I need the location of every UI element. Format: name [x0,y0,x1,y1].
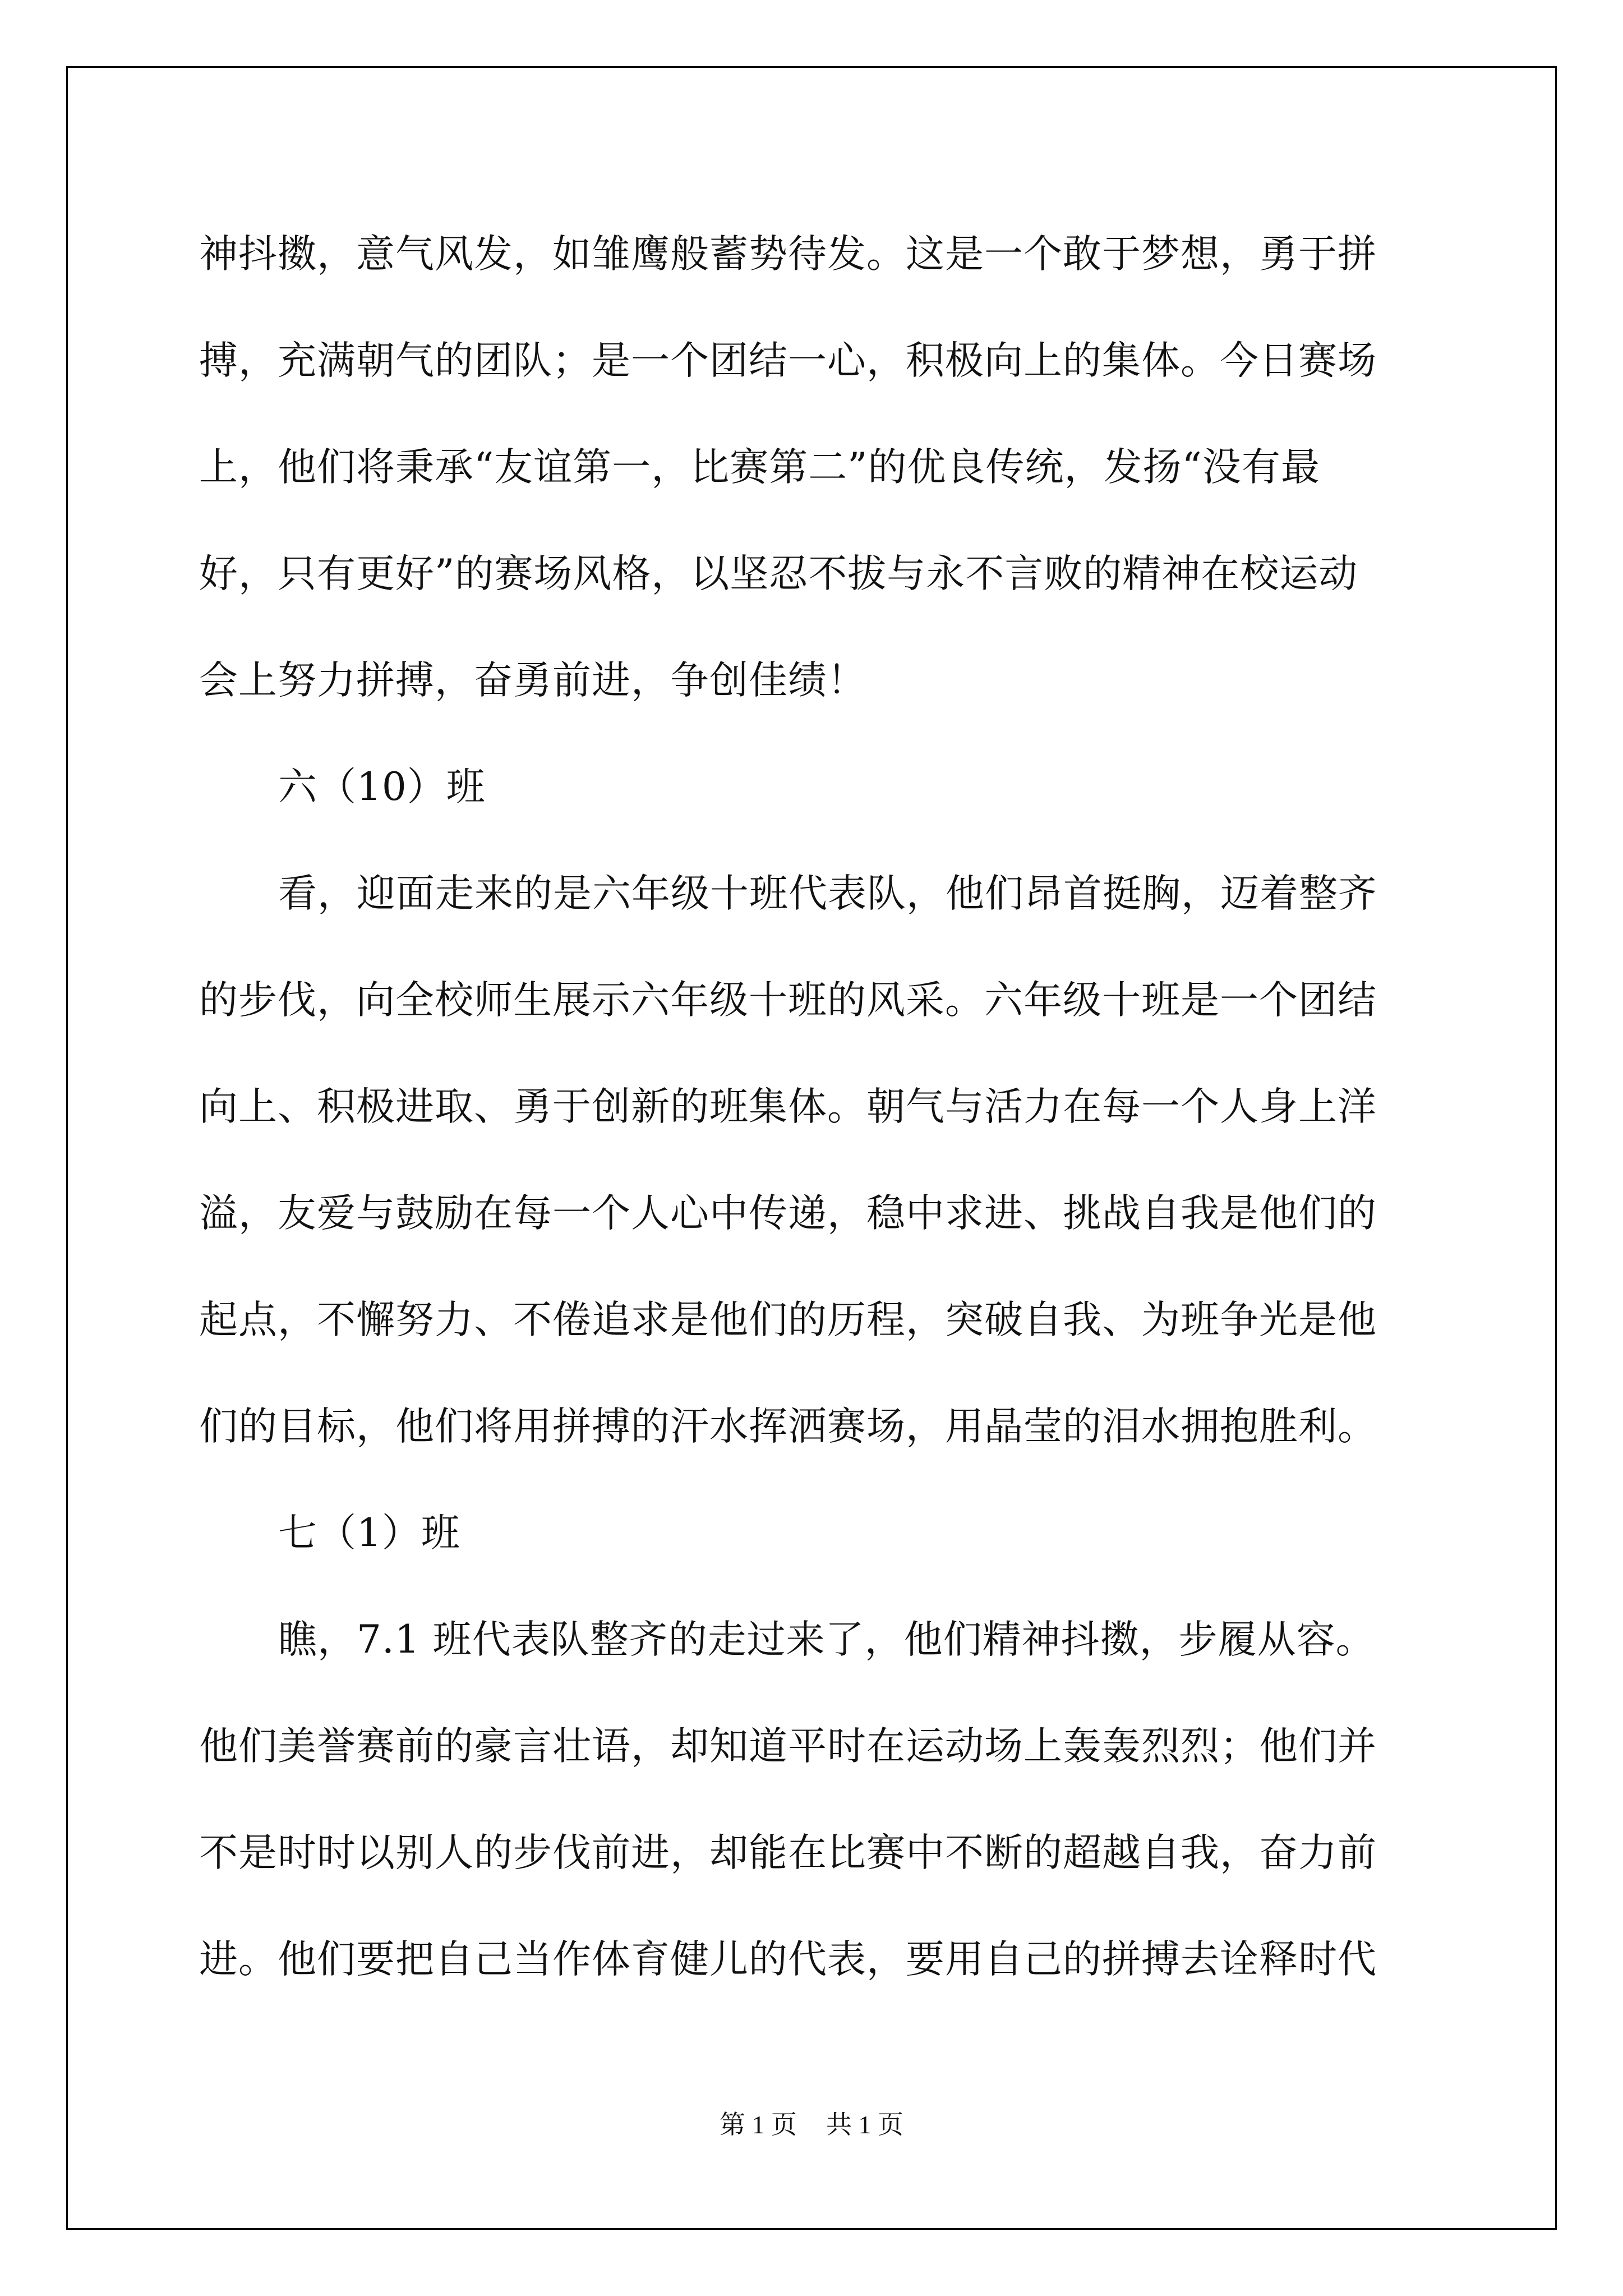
page-number: 第 1 页 [720,2110,797,2139]
paragraph-line: 好，只有更好”的赛场风格，以坚忍不拔与永不言败的精神在校运动 [199,551,1358,596]
paragraph-line: 看，迎面走来的是六年级十班代表队，他们昂首挺胸，迈着整齐 [278,871,1377,916]
page-total: 共 1 页 [826,2110,903,2139]
paragraph-line: 瞧，7.1 班代表队整齐的走过来了，他们精神抖擞，步履从容。 [278,1617,1375,1662]
paragraph-line: 溢，友爱与鼓励在每一个人心中传递，稳中求进、挑战自我是他们的 [199,1191,1377,1236]
section-heading: 六（10）班 [278,765,486,809]
paragraph-line: 搏，充满朝气的团队；是一个团结一心，积极向上的集体。今日赛场 [199,338,1377,383]
page-border [66,66,1557,2230]
paragraph-line: 向上、积极进取、勇于创新的班集体。朝气与活力在每一个人身上洋 [199,1084,1377,1129]
paragraph-line: 起点，不懈努力、不倦追求是他们的历程，突破自我、为班争光是他 [199,1297,1377,1342]
page-footer [0,2108,1623,2142]
paragraph-line: 的步伐，向全校师生展示六年级十班的风采。六年级十班是一个团结 [199,978,1377,1023]
paragraph-line: 神抖擞，意气风发，如雏鹰般蓄势待发。这是一个敢于梦想，勇于拼 [199,232,1377,277]
paragraph-line: 他们美誉赛前的豪言壮语，却知道平时在运动场上轰轰烈烈；他们并 [199,1724,1377,1769]
paragraph-line: 们的目标，他们将用拼搏的汗水挥洒赛场，用晶莹的泪水拥抱胜利。 [199,1404,1377,1449]
paragraph-line: 会上努力拼搏，奋勇前进，争创佳绩！ [199,658,866,703]
paragraph-line: 进。他们要把自己当作体育健儿的代表，要用自己的拼搏去诠释时代 [199,1937,1377,1982]
section-heading: 七（1）班 [278,1511,460,1556]
paragraph-line: 不是时时以别人的步伐前进，却能在比赛中不断的超越自我，奋力前 [199,1830,1377,1875]
paragraph-line: 上，他们将秉承“友谊第一，比赛第二”的优良传统，发扬“没有最 [199,445,1320,490]
